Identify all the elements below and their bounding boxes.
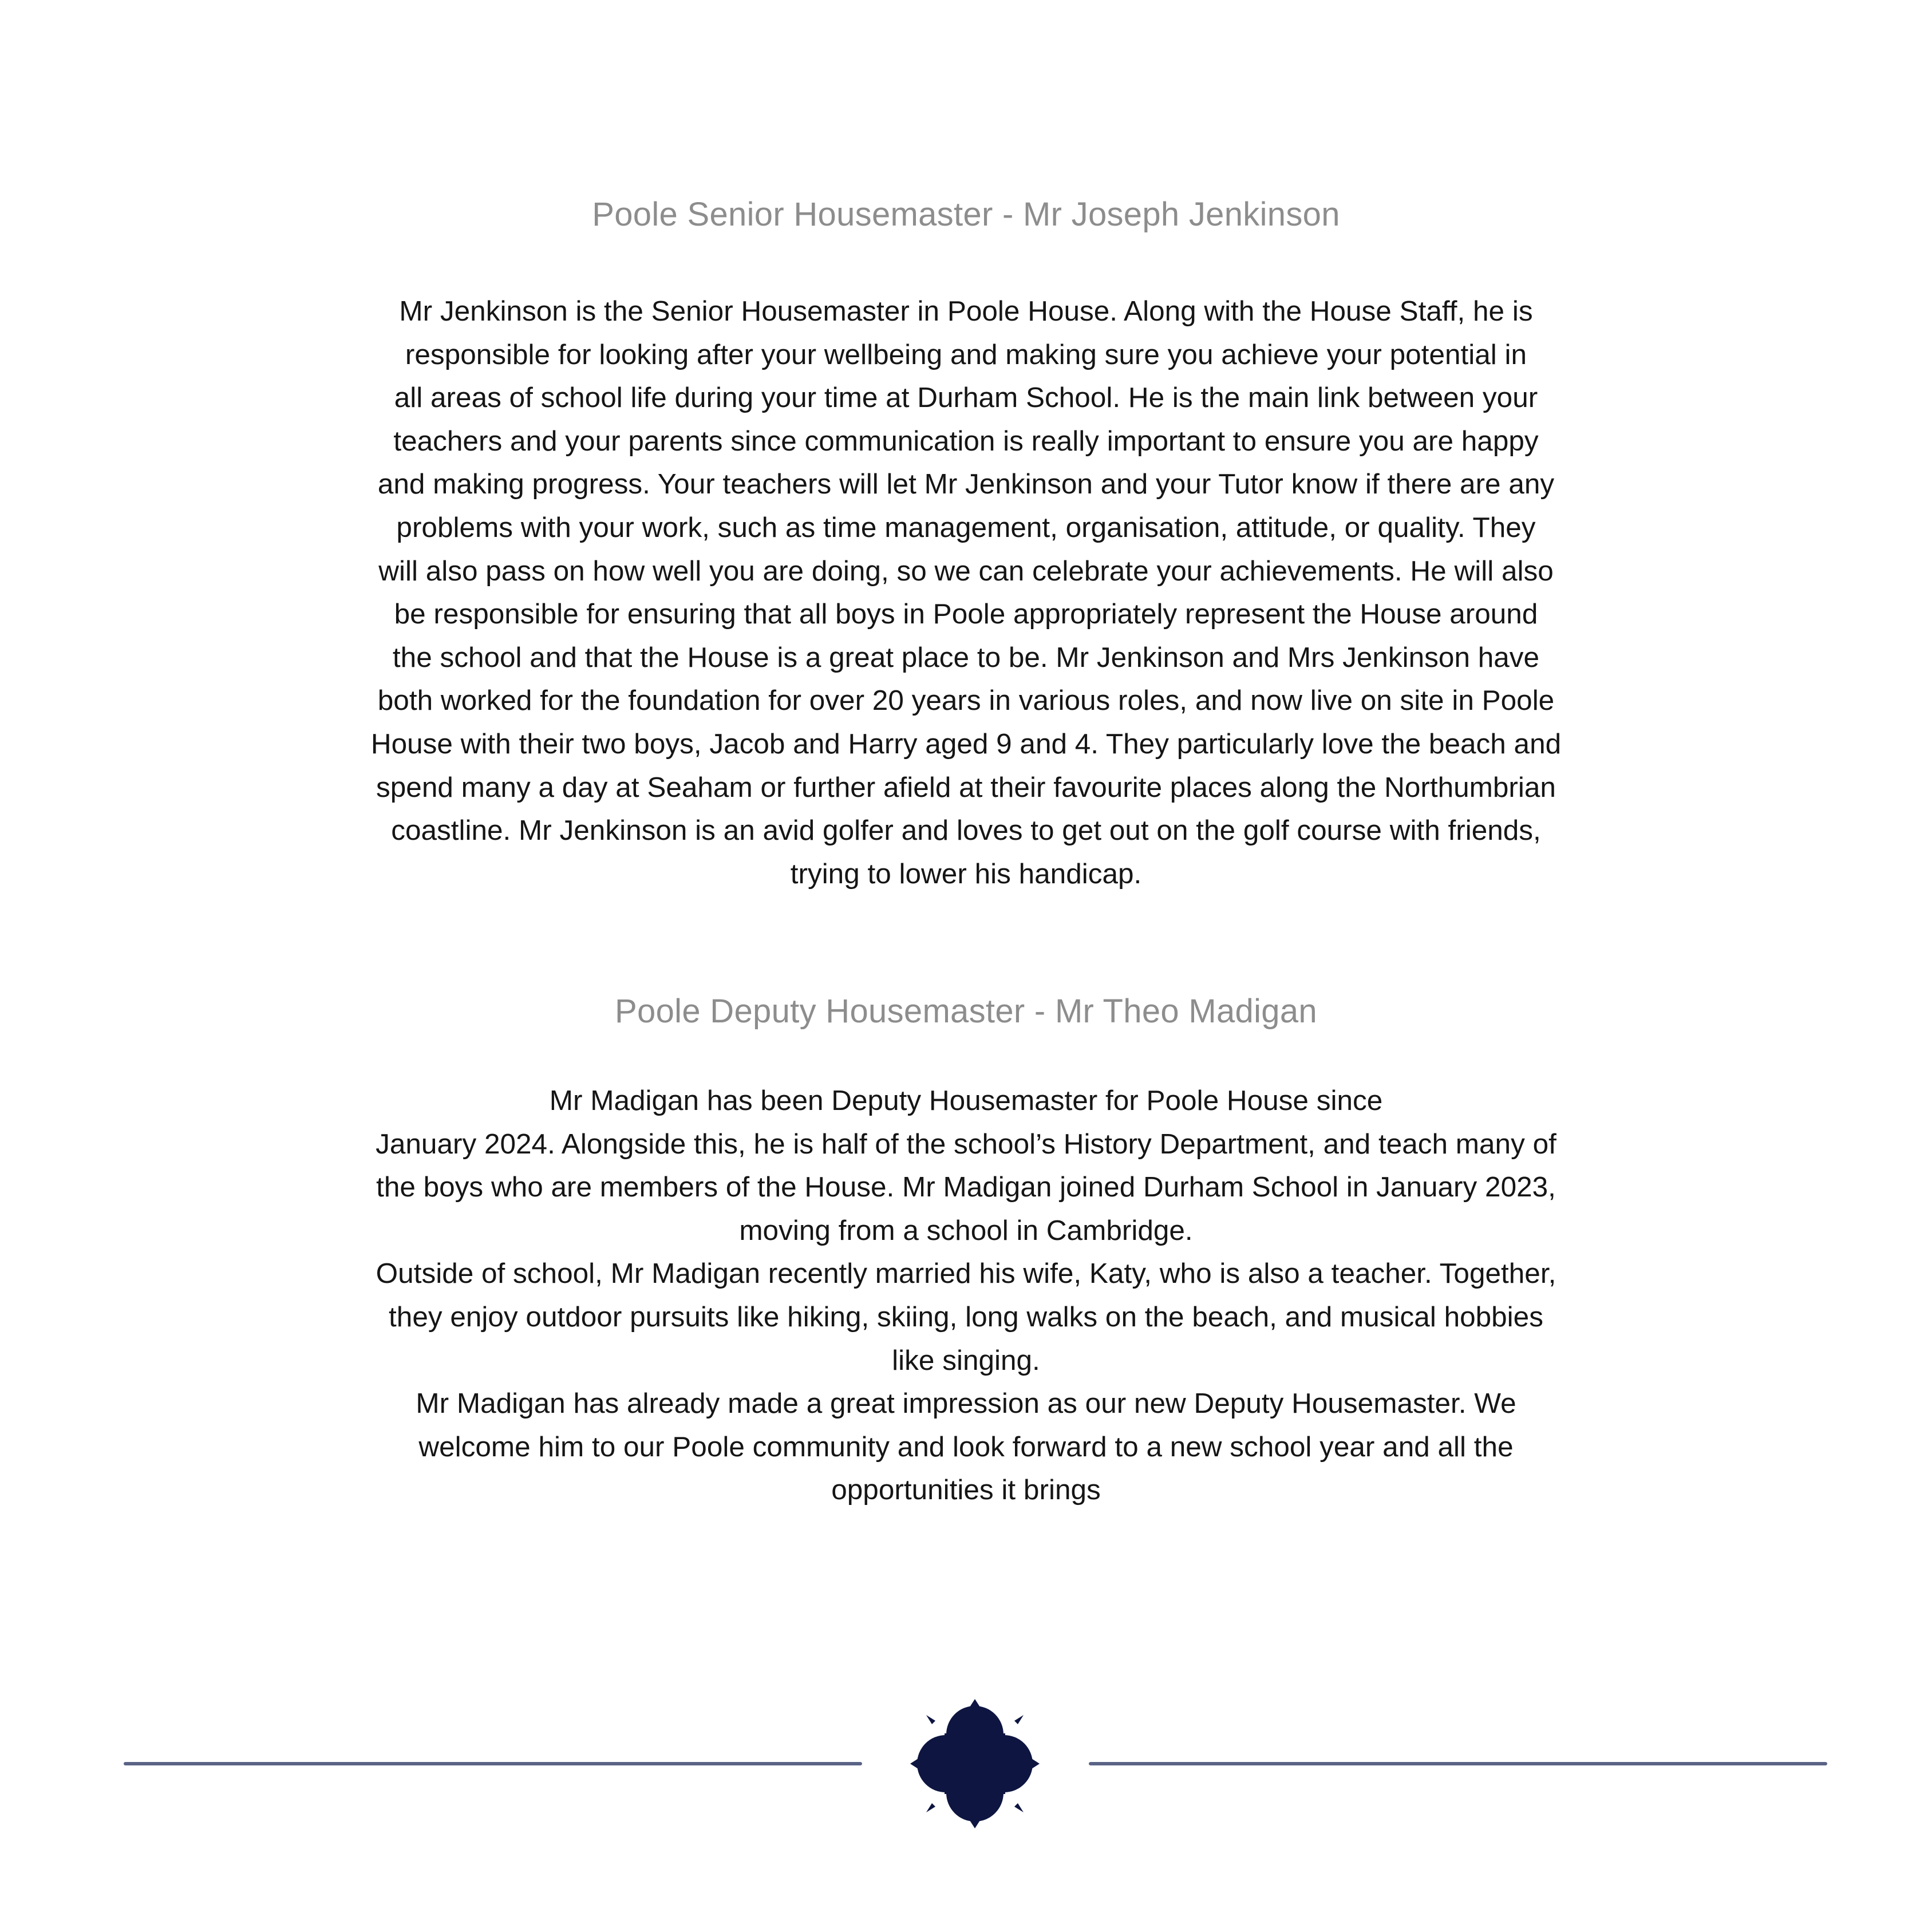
bio-line: Mr Jenkinson is the Senior Housemaster in Poole House. Along with the House Staff, he is — [399, 295, 1533, 327]
bio-line: be responsible for ensuring that all boys in Poole appropriately represent the House around — [394, 598, 1538, 630]
bio-line: welcome him to our Poole community and look forward to a new school year and all the — [418, 1431, 1514, 1463]
bio-line: spend many a day at Seaham or further afield at their favourite places along the Northumbrian — [376, 771, 1556, 803]
bio-line: both worked for the foundation for over 20 years in various roles, and now live on site in Poole — [377, 685, 1555, 717]
footer-ornament — [0, 1694, 1932, 1832]
bio-line: all areas of school life during your time at Durham School. He is the main link between your — [394, 382, 1538, 414]
bio-line: January 2024. Alongside this, he is half of the school’s History Department, and teach many of — [376, 1128, 1556, 1160]
senior-housemaster-section — [286, 193, 1646, 895]
left-divider-line — [124, 1762, 862, 1765]
bio-line: opportunities it brings — [831, 1474, 1101, 1506]
bio-line: Mr Madigan has been Deputy Housemaster for Poole House since — [549, 1085, 1383, 1116]
bio-line: they enjoy outdoor pursuits like hiking, skiing, long walks on the beach, and musical hobbies — [389, 1301, 1543, 1333]
bio-line: the school and that the House is a great place to be. Mr Jenkinson and Mrs Jenkinson have — [392, 641, 1540, 673]
bio-line: Outside of school, Mr Madigan recently married his wife, Katy, who is also a teacher. Together, — [376, 1258, 1556, 1290]
senior-housemaster-heading: Poole Senior Housemaster - Mr Joseph Jenkinson — [592, 196, 1340, 233]
bio-line: and making progress. Your teachers will let Mr Jenkinson and your Tutor know if there are any — [377, 468, 1555, 500]
bio-line: like singing. — [892, 1344, 1040, 1376]
quatrefoil-icon — [910, 1699, 1040, 1828]
bio-line: the boys who are members of the House. Mr Madigan joined Durham School in January 2023, — [376, 1171, 1556, 1203]
right-divider-line — [1089, 1762, 1827, 1765]
deputy-housemaster-section — [286, 990, 1646, 1512]
bio-line: will also pass on how well you are doing, so we can celebrate your achievements. He will also — [378, 555, 1554, 587]
bio-line: House with their two boys, Jacob and Harry aged 9 and 4. They particularly love the beach and — [370, 728, 1562, 760]
deputy-housemaster-bio — [286, 1079, 1646, 1512]
bio-line: moving from a school in Cambridge. — [739, 1214, 1193, 1246]
bio-line: responsible for looking after your wellbeing and making sure you achieve your potential in — [405, 338, 1527, 370]
bio-line: trying to lower his handicap. — [790, 858, 1142, 890]
senior-housemaster-bio — [286, 290, 1646, 895]
bio-line: problems with your work, such as time management, organisation, attitude, or quality. They — [396, 511, 1536, 543]
bio-line: coastline. Mr Jenkinson is an avid golfer and loves to get out on the golf course with friends, — [391, 815, 1541, 847]
bio-line: Mr Madigan has already made a great impression as our new Deputy Housemaster. We — [416, 1388, 1516, 1420]
bio-line: teachers and your parents since communication is really important to ensure you are happy — [393, 425, 1539, 457]
deputy-housemaster-heading: Poole Deputy Housemaster - Mr Theo Madigan — [615, 993, 1317, 1030]
